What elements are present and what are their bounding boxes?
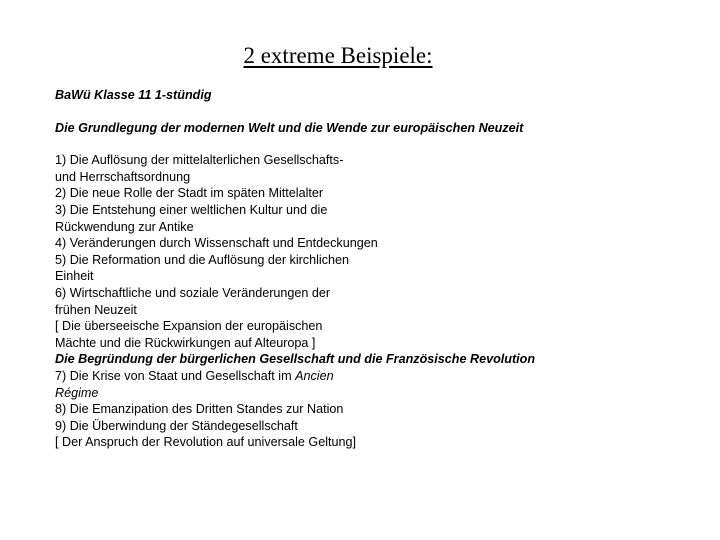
list-item: 4) Veränderungen durch Wissenschaft und Entdeckungen (55, 236, 378, 251)
list-item: 9) Die Überwindung der Ständegesellschaft (55, 418, 298, 433)
course-line: BaWü Klasse 11 1-stündig (55, 88, 212, 102)
list-item: [ Die überseeische Expansion der europäischen (55, 319, 323, 334)
list-item-7 (55, 368, 695, 385)
list-item: 3) Die Entstehung einer weltlichen Kultur und die (55, 202, 328, 217)
list-item: 8) Die Emanzipation des Dritten Standes zur Nation (55, 402, 344, 417)
spacer (55, 136, 695, 152)
list-item: [ Der Anspruch der Revolution auf universale Geltung] (55, 435, 357, 450)
list-item: frühen Neuzeit (55, 302, 137, 317)
list-item: und Herrschaftsordnung (55, 169, 191, 184)
item-7-italic: Ancien (295, 368, 334, 383)
slide-content (55, 87, 695, 451)
section-2-heading: Die Begründung der bürgerlichen Gesellschaft und die Französische Revolution (55, 352, 536, 367)
item-7-italic-cont: Régime (55, 385, 99, 400)
section-1-heading: Die Grundlegung der modernen Welt und die Wende zur europäischen Neuzeit (55, 120, 524, 135)
list-item: Rückwendung zur Antike (55, 219, 194, 234)
list-item: 2) Die neue Rolle der Stadt im späten Mittelalter (55, 186, 324, 201)
list-item: Einheit (55, 269, 94, 284)
spacer (55, 104, 695, 120)
list-item: 6) Wirtschaftliche und soziale Veränderungen der (55, 285, 331, 300)
list-item: 5) Die Reformation und die Auflösung der kirchlichen (55, 252, 350, 267)
list-item: Mächte und die Rückwirkungen auf Alteuropa ] (55, 335, 316, 350)
slide-title: 2 extreme Beispiele: (243, 43, 433, 68)
list-item: 1) Die Auflösung der mittelalterlichen Gesellschafts- (55, 153, 344, 168)
item-7-text: 7) Die Krise von Staat und Gesellschaft im (55, 368, 296, 383)
